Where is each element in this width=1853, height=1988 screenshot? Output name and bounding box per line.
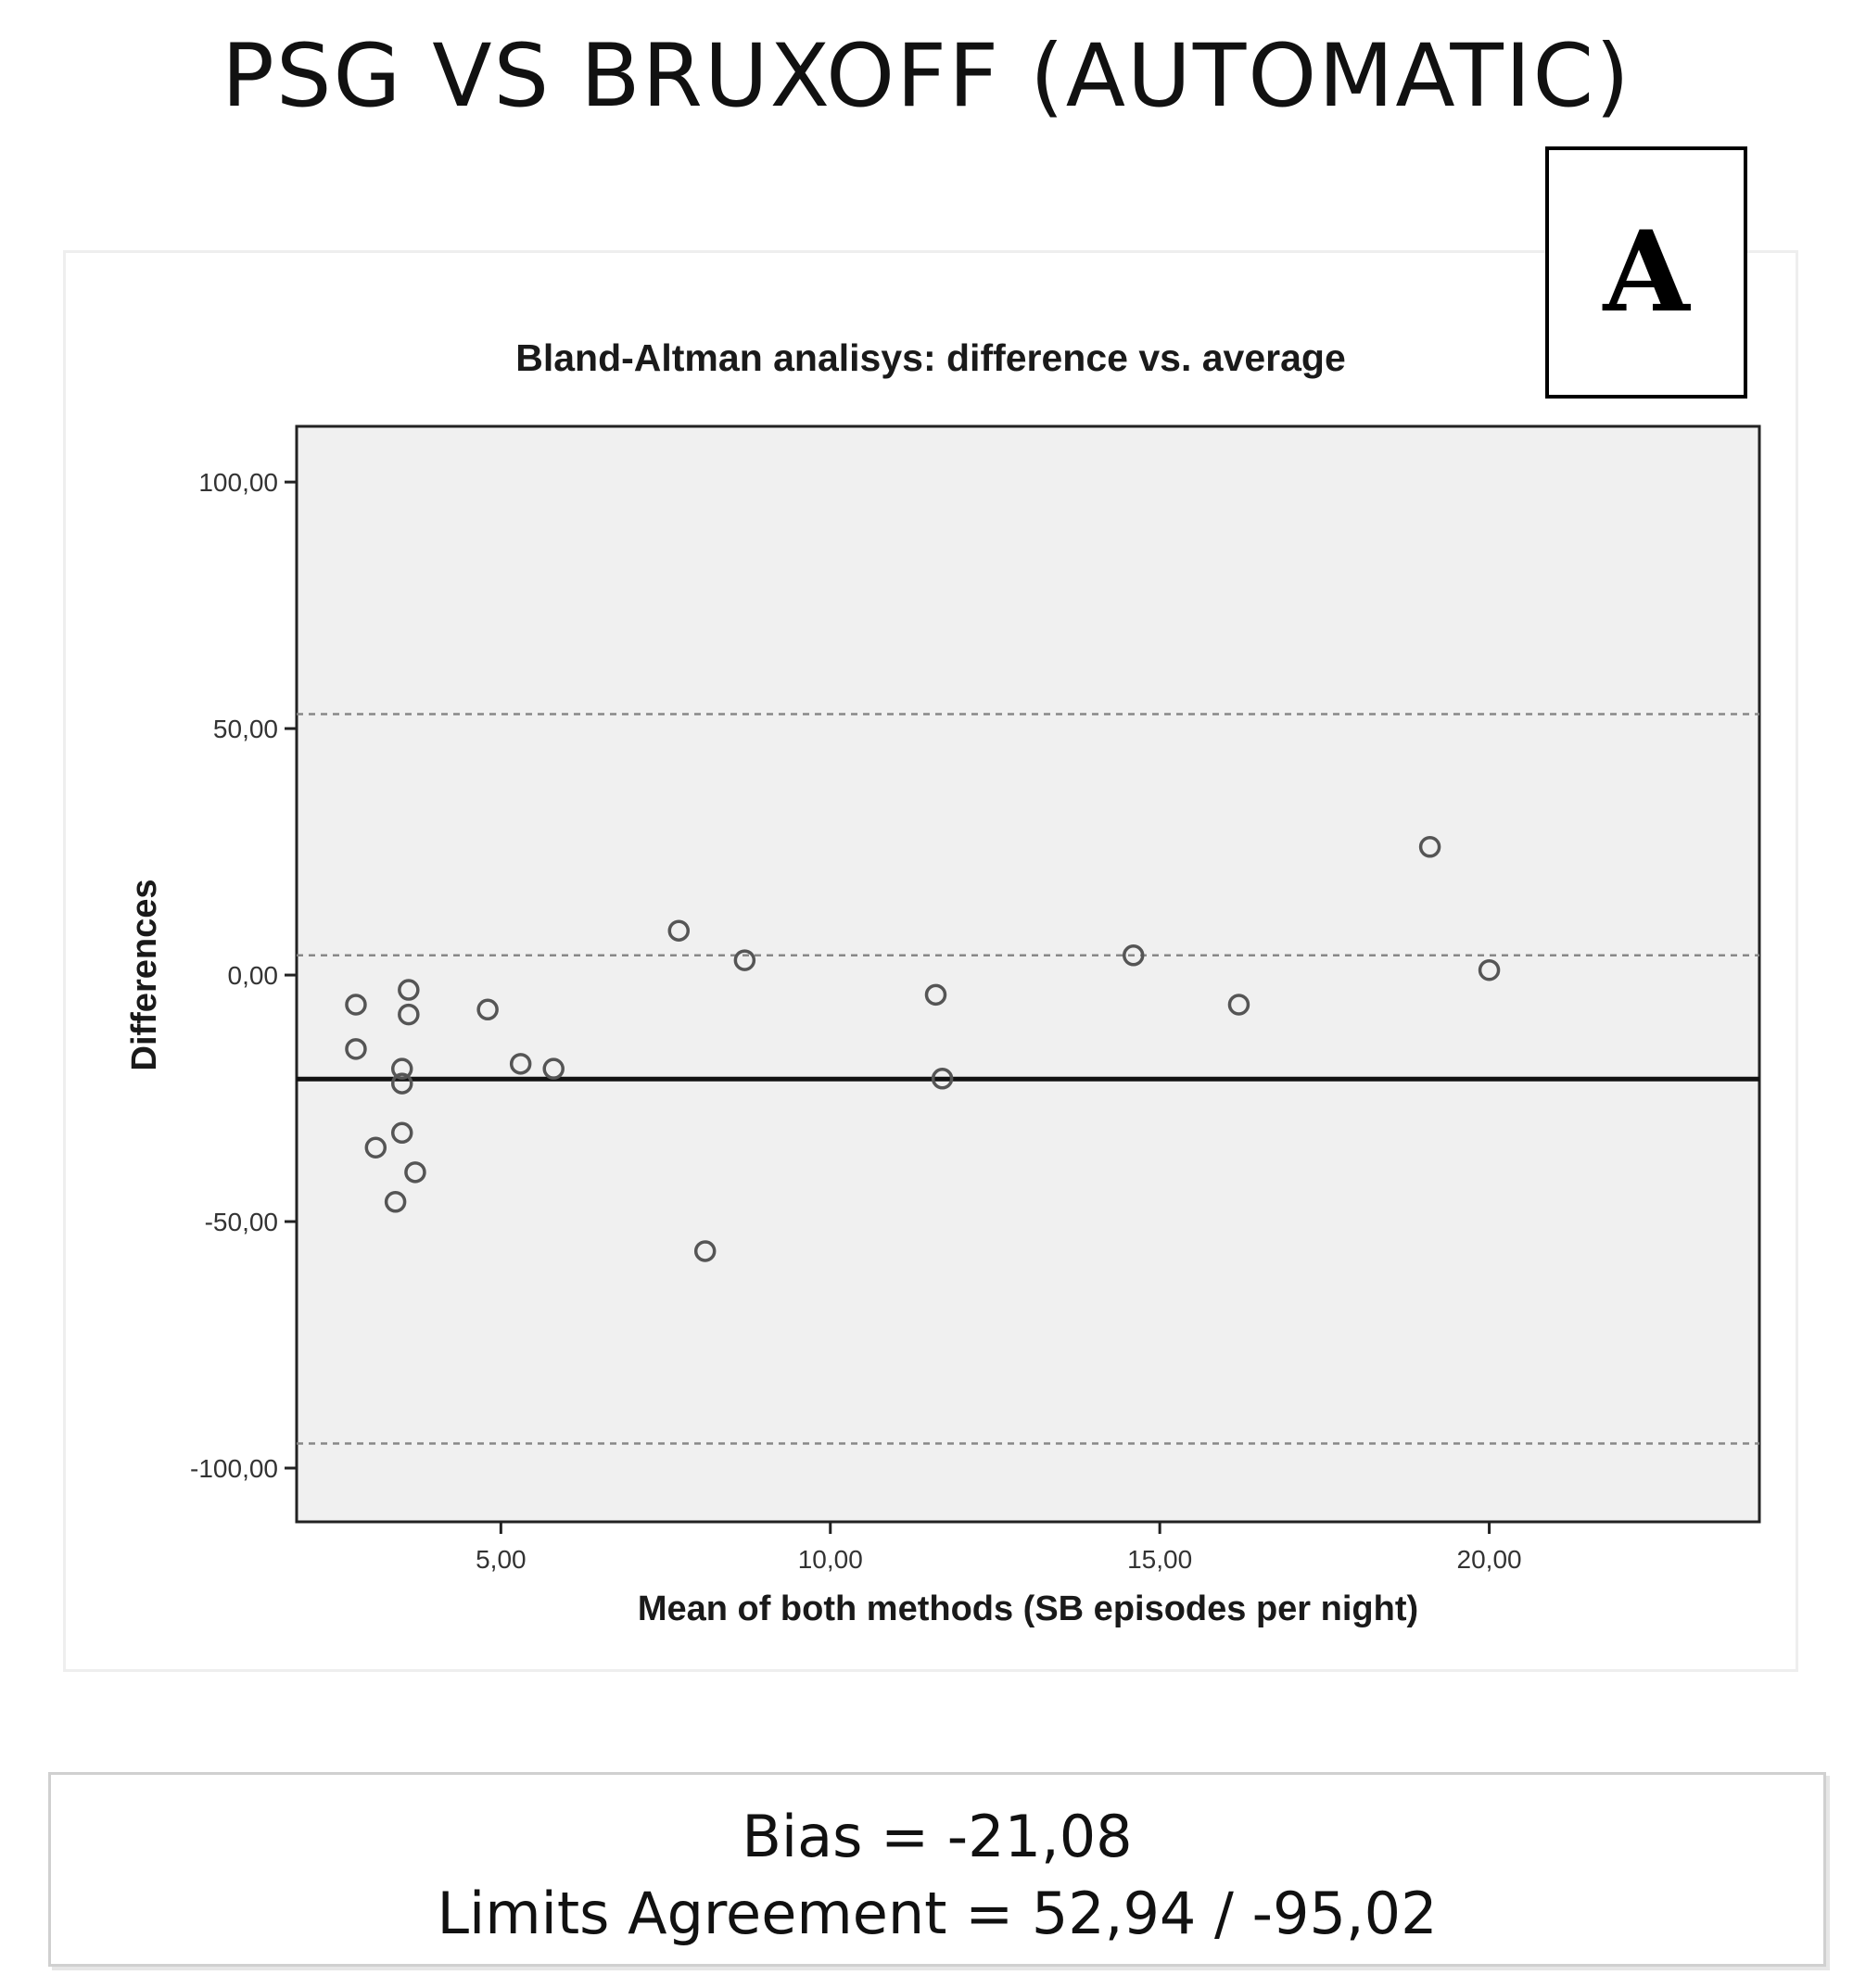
x-axis-label: Mean of both methods (SB episodes per night) xyxy=(637,1589,1419,1628)
y-tick-label: 0,00 xyxy=(227,961,278,991)
y-tick-label: -100,00 xyxy=(190,1454,278,1484)
y-axis-label: Differences xyxy=(125,879,164,1071)
y-axis xyxy=(190,468,297,1483)
chart-title: Bland-Altman analisys: difference vs. average xyxy=(515,336,1346,379)
page-title: PSG VS BRUXOFF (AUTOMATIC) xyxy=(222,26,1631,127)
x-tick-label: 20,00 xyxy=(1456,1545,1522,1574)
x-axis xyxy=(476,1522,1522,1574)
x-tick-label: 10,00 xyxy=(797,1545,863,1574)
plot-area xyxy=(297,426,1759,1522)
y-tick-label: -50,00 xyxy=(204,1208,278,1237)
y-tick-label: 100,00 xyxy=(198,468,278,498)
y-tick-label: 50,00 xyxy=(212,715,278,744)
x-tick-label: 15,00 xyxy=(1127,1545,1193,1574)
bias-text: Bias = -21,08 xyxy=(742,1803,1133,1870)
panel-label: A xyxy=(1603,207,1690,337)
limits-agreement-text: Limits Agreement = 52,94 / -95,02 xyxy=(437,1880,1438,1947)
statistics-box xyxy=(48,1772,1826,1967)
panel-label-box xyxy=(1545,146,1747,399)
x-tick-label: 5,00 xyxy=(476,1545,527,1574)
